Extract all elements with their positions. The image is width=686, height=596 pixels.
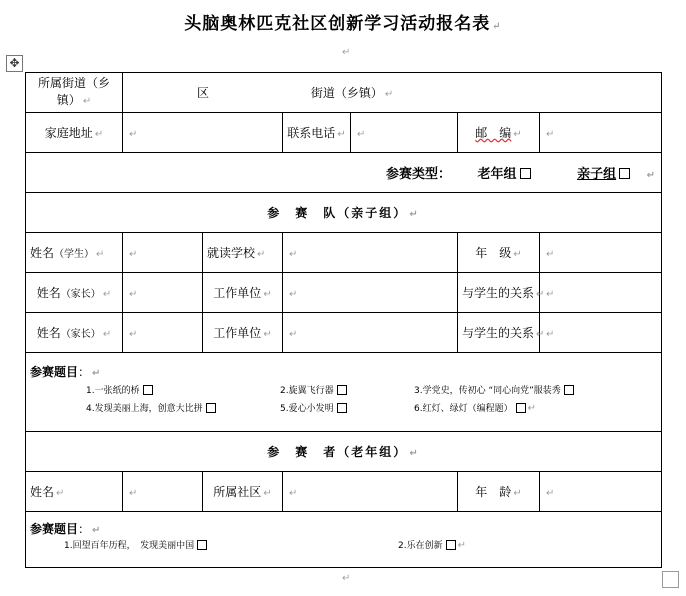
parent1-relation-input-cell[interactable]: ↵ xyxy=(540,273,662,313)
team-topics-heading: 参赛题目： ↵ xyxy=(30,365,101,379)
registration-table xyxy=(25,72,662,568)
elder-name-label-cell: 姓名 ↵ xyxy=(26,472,123,512)
street-input-cell[interactable]: 区 街道（乡镇） ↵ xyxy=(123,73,662,113)
zip-label-cell: 邮 编 ↵ xyxy=(458,113,540,153)
age-input-cell[interactable]: ↵ xyxy=(540,472,662,512)
school-input-cell[interactable]: ↵ xyxy=(283,233,458,273)
row-elder-heading xyxy=(26,432,662,472)
row-elder-info xyxy=(26,472,662,512)
parent1-name-input-cell[interactable]: ↵ xyxy=(123,273,203,313)
parent1-work-label-cell: 工作单位 ↵ xyxy=(203,273,283,313)
parent1-relation-label-cell: 与学生的关系 ↵ xyxy=(458,273,540,313)
table-resize-handle-icon[interactable] xyxy=(662,571,679,588)
school-label-cell: 就读学校 ↵ xyxy=(203,233,283,273)
community-input-cell[interactable]: ↵ xyxy=(283,472,458,512)
checkbox-elderly[interactable] xyxy=(520,168,531,179)
topic-item[interactable]: 3.学党史，传初心 “同心向党”服装秀 xyxy=(414,383,574,396)
street-label-cell: 所属街道（乡镇） ↵ xyxy=(26,73,123,113)
zip-input-cell[interactable]: ↵ xyxy=(540,113,662,153)
student-name-label-cell: 姓名（学生） ↵ xyxy=(26,233,123,273)
row-student xyxy=(26,233,662,273)
topic-item[interactable]: 1.回望百年历程， 发现美丽中国 xyxy=(64,538,207,551)
topic-checkbox[interactable] xyxy=(143,385,153,395)
parent2-relation-input-cell[interactable]: ↵ xyxy=(540,313,662,353)
category-label: 参赛类型： xyxy=(385,167,451,182)
parent2-name-input-cell[interactable]: ↵ xyxy=(123,313,203,353)
topic-item[interactable]: 1.一张纸的桥 xyxy=(86,383,153,396)
option-elderly-label: 老年组 xyxy=(477,167,517,182)
paragraph-mark: ↵ xyxy=(492,21,502,32)
elder-topics-heading: 参赛题目： ↵ xyxy=(30,522,101,536)
topic-checkbox[interactable] xyxy=(206,403,216,413)
address-input-cell[interactable]: ↵ xyxy=(123,113,283,153)
row-category xyxy=(26,153,662,193)
address-label-cell: 家庭地址 ↵ xyxy=(26,113,123,153)
team-topics-line-2 xyxy=(30,401,657,419)
row-address xyxy=(26,113,662,153)
table-move-handle-icon[interactable]: ✥ xyxy=(6,55,23,72)
parent2-name-label-cell: 姓名（家长） ↵ xyxy=(26,313,123,353)
parent1-name-label-cell: 姓名（家长） ↵ xyxy=(26,273,123,313)
category-cell: 参赛类型： 老年组 亲子组 ↵ xyxy=(26,153,662,193)
row-parent-1 xyxy=(26,273,662,313)
community-label-cell: 所属社区 ↵ xyxy=(203,472,283,512)
paragraph-mark: ↵ xyxy=(342,573,351,584)
team-topics-cell xyxy=(26,353,662,432)
parent2-work-input-cell[interactable]: ↵ xyxy=(283,313,458,353)
topic-checkbox[interactable] xyxy=(337,385,347,395)
topic-checkbox[interactable] xyxy=(197,540,207,550)
elder-topics-line xyxy=(30,538,657,556)
option-family-label: 亲子组 xyxy=(577,167,617,182)
topic-checkbox[interactable] xyxy=(337,403,347,413)
grade-label-cell: 年 级 ↵ xyxy=(458,233,540,273)
elder-section-heading: 参 赛 者（老年组） ↵ xyxy=(26,432,662,472)
checkbox-family[interactable] xyxy=(619,168,630,179)
row-parent-2 xyxy=(26,313,662,353)
topic-checkbox[interactable] xyxy=(564,385,574,395)
phone-input-cell[interactable]: ↵ xyxy=(351,113,458,153)
parent2-work-label-cell: 工作单位 ↵ xyxy=(203,313,283,353)
elder-name-input-cell[interactable]: ↵ xyxy=(123,472,203,512)
topic-checkbox[interactable] xyxy=(516,403,526,413)
page-title: 头脑奥林匹克社区创新学习活动报名表 ↵ xyxy=(184,14,502,34)
topic-item[interactable]: 5.爱心小发明 xyxy=(280,401,347,414)
district-unit: 区 xyxy=(197,86,210,100)
team-section-heading: 参 赛 队（亲子组） ↵ xyxy=(26,193,662,233)
row-elder-topics xyxy=(26,512,662,568)
row-street xyxy=(26,73,662,113)
elder-topics-cell xyxy=(26,512,662,568)
team-topics-line-1 xyxy=(30,383,657,401)
topic-item[interactable]: 4.发现美丽上海，创意大比拼 xyxy=(86,401,216,414)
phone-label-cell: 联系电话 ↵ xyxy=(283,113,351,153)
student-name-input-cell[interactable]: ↵ xyxy=(123,233,203,273)
parent2-relation-label-cell: 与学生的关系 ↵ xyxy=(458,313,540,353)
topic-checkbox[interactable] xyxy=(446,540,456,550)
street-unit: 街道（乡镇） xyxy=(310,86,383,100)
row-team-heading xyxy=(26,193,662,233)
age-label-cell: 年 龄 ↵ xyxy=(458,472,540,512)
row-team-topics xyxy=(26,353,662,432)
topic-item[interactable]: 2.旋翼飞行器 xyxy=(280,383,347,396)
topic-item[interactable]: 6.红灯、绿灯（编程题） ↵ xyxy=(414,403,536,414)
parent1-work-input-cell[interactable]: ↵ xyxy=(283,273,458,313)
paragraph-mark: ↵ xyxy=(342,47,351,58)
grade-input-cell[interactable]: ↵ xyxy=(540,233,662,273)
topic-item[interactable]: 2.乐在创新 ↵ xyxy=(398,540,466,551)
